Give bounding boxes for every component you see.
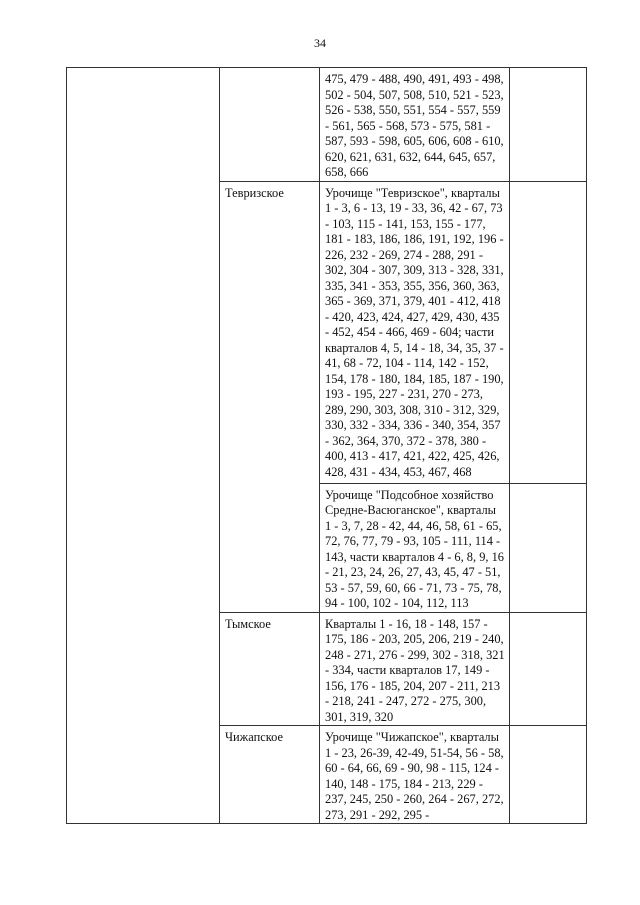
table-cell-forestry: Чижапское xyxy=(220,726,320,824)
table-cell-notes xyxy=(510,726,587,824)
table-cell-notes xyxy=(510,483,587,612)
quarters-text: Урочище "Тевризское", кварталы 1 - 3, 6 - 13, 19 - 33, 36, 42 - 67, 73 - 103, 115 - 141, 153, 155 - 177, 181 - 183, 186, 186, 191, 192, 196 - 226, 232 - 269, 274 - 288, 291 - 302, 304 - 307, 309, 313 - 328, 331, 335, 341 - 353, 355, 356, 360, 363, 365 - 369, 371, 379, 401 - 412, 418 - 420, 423, 424, 427, 429, 430, 435 - 452, 454 - 466, 469 - 604; части кварталов 4, 5, 14 - 18, 34, 35, 37 - 41, 68 - 72, 104 - 114, 142 - 152, 154, 178 - 180, 184, 185, 187 - 190, 193 - 195, 227 - 231, 270 - 273, 289, 290, 303, 308, 310 - 312, 329, 330, 332 - 334, 336 - 340, 354, 357 - 362, 364, 370, 372 - 378, 380 - 400, 413 - 417, 421, 422, 425, 426, 428, 431 - 434, 453, 467, 468 xyxy=(325,185,504,479)
table-cell-forestry: Тевризское xyxy=(220,181,320,612)
table-row xyxy=(67,68,587,182)
document-table xyxy=(66,67,587,824)
table-cell-forestry xyxy=(220,68,320,182)
table-cell-forestry: Тымское xyxy=(220,612,320,726)
table-cell-notes xyxy=(510,68,587,182)
table-cell-notes xyxy=(510,181,587,483)
quarters-text: 475, 479 - 488, 490, 491, 493 - 498, 502 - 504, 507, 508, 510, 521 - 523, 526 - 538, 550, 551, 554 - 557, 559 - 561, 565 - 568, 573 - 575, 581 - 587, 593 - 598, 605, 606, 608 - 610, 620, 621, 631, 632, 644, 645, 657, 658, 666 xyxy=(325,72,504,179)
table-cell-quarters xyxy=(320,612,510,726)
table-cell-region xyxy=(67,68,220,824)
quarters-text: Урочище "Чижапское", кварталы 1 - 23, 26-39, 42-49, 51-54, 56 - 58, 60 - 64, 66, 69 - 90, 98 - 115, 124 - 140, 148 - 175, 184 - 213, 229 - 237, 245, 250 - 260, 264 - 267, 272, 273, 291 - 292, 295 - xyxy=(325,730,504,822)
table-cell-quarters xyxy=(320,68,510,182)
table-cell-quarters xyxy=(320,483,510,612)
table-cell-quarters xyxy=(320,181,510,483)
quarters-text: Кварталы 1 - 16, 18 - 148, 157 - 175, 186 - 203, 205, 206, 219 - 240, 248 - 271, 276 - 299, 302 - 318, 321 - 334, части кварталов 17, 149 - 156, 176 - 185, 204, 207 - 211, 213 - 218, 241 - 247, 272 - 275, 300, 301, 319, 320 xyxy=(325,616,505,724)
table-cell-notes xyxy=(510,612,587,726)
table-cell-quarters xyxy=(320,726,510,824)
page-number: 34 xyxy=(314,36,326,50)
quarters-text: Урочище "Подсобное хозяйство Средне-Васюганское", кварталы 1 - 3, 7, 28 - 42, 44, 46, 58, 61 - 65, 72, 76, 77, 79 - 93, 105 - 111, 114 - 143, части кварталов 4 - 6, 8, 9, 16 - 21, 23, 24, 26, 27, 43, 45, 47 - 51, 53 - 57, 59, 60, 66 - 71, 73 - 75, 78, 94 - 100, 102 - 104, 112, 113 xyxy=(325,487,504,610)
